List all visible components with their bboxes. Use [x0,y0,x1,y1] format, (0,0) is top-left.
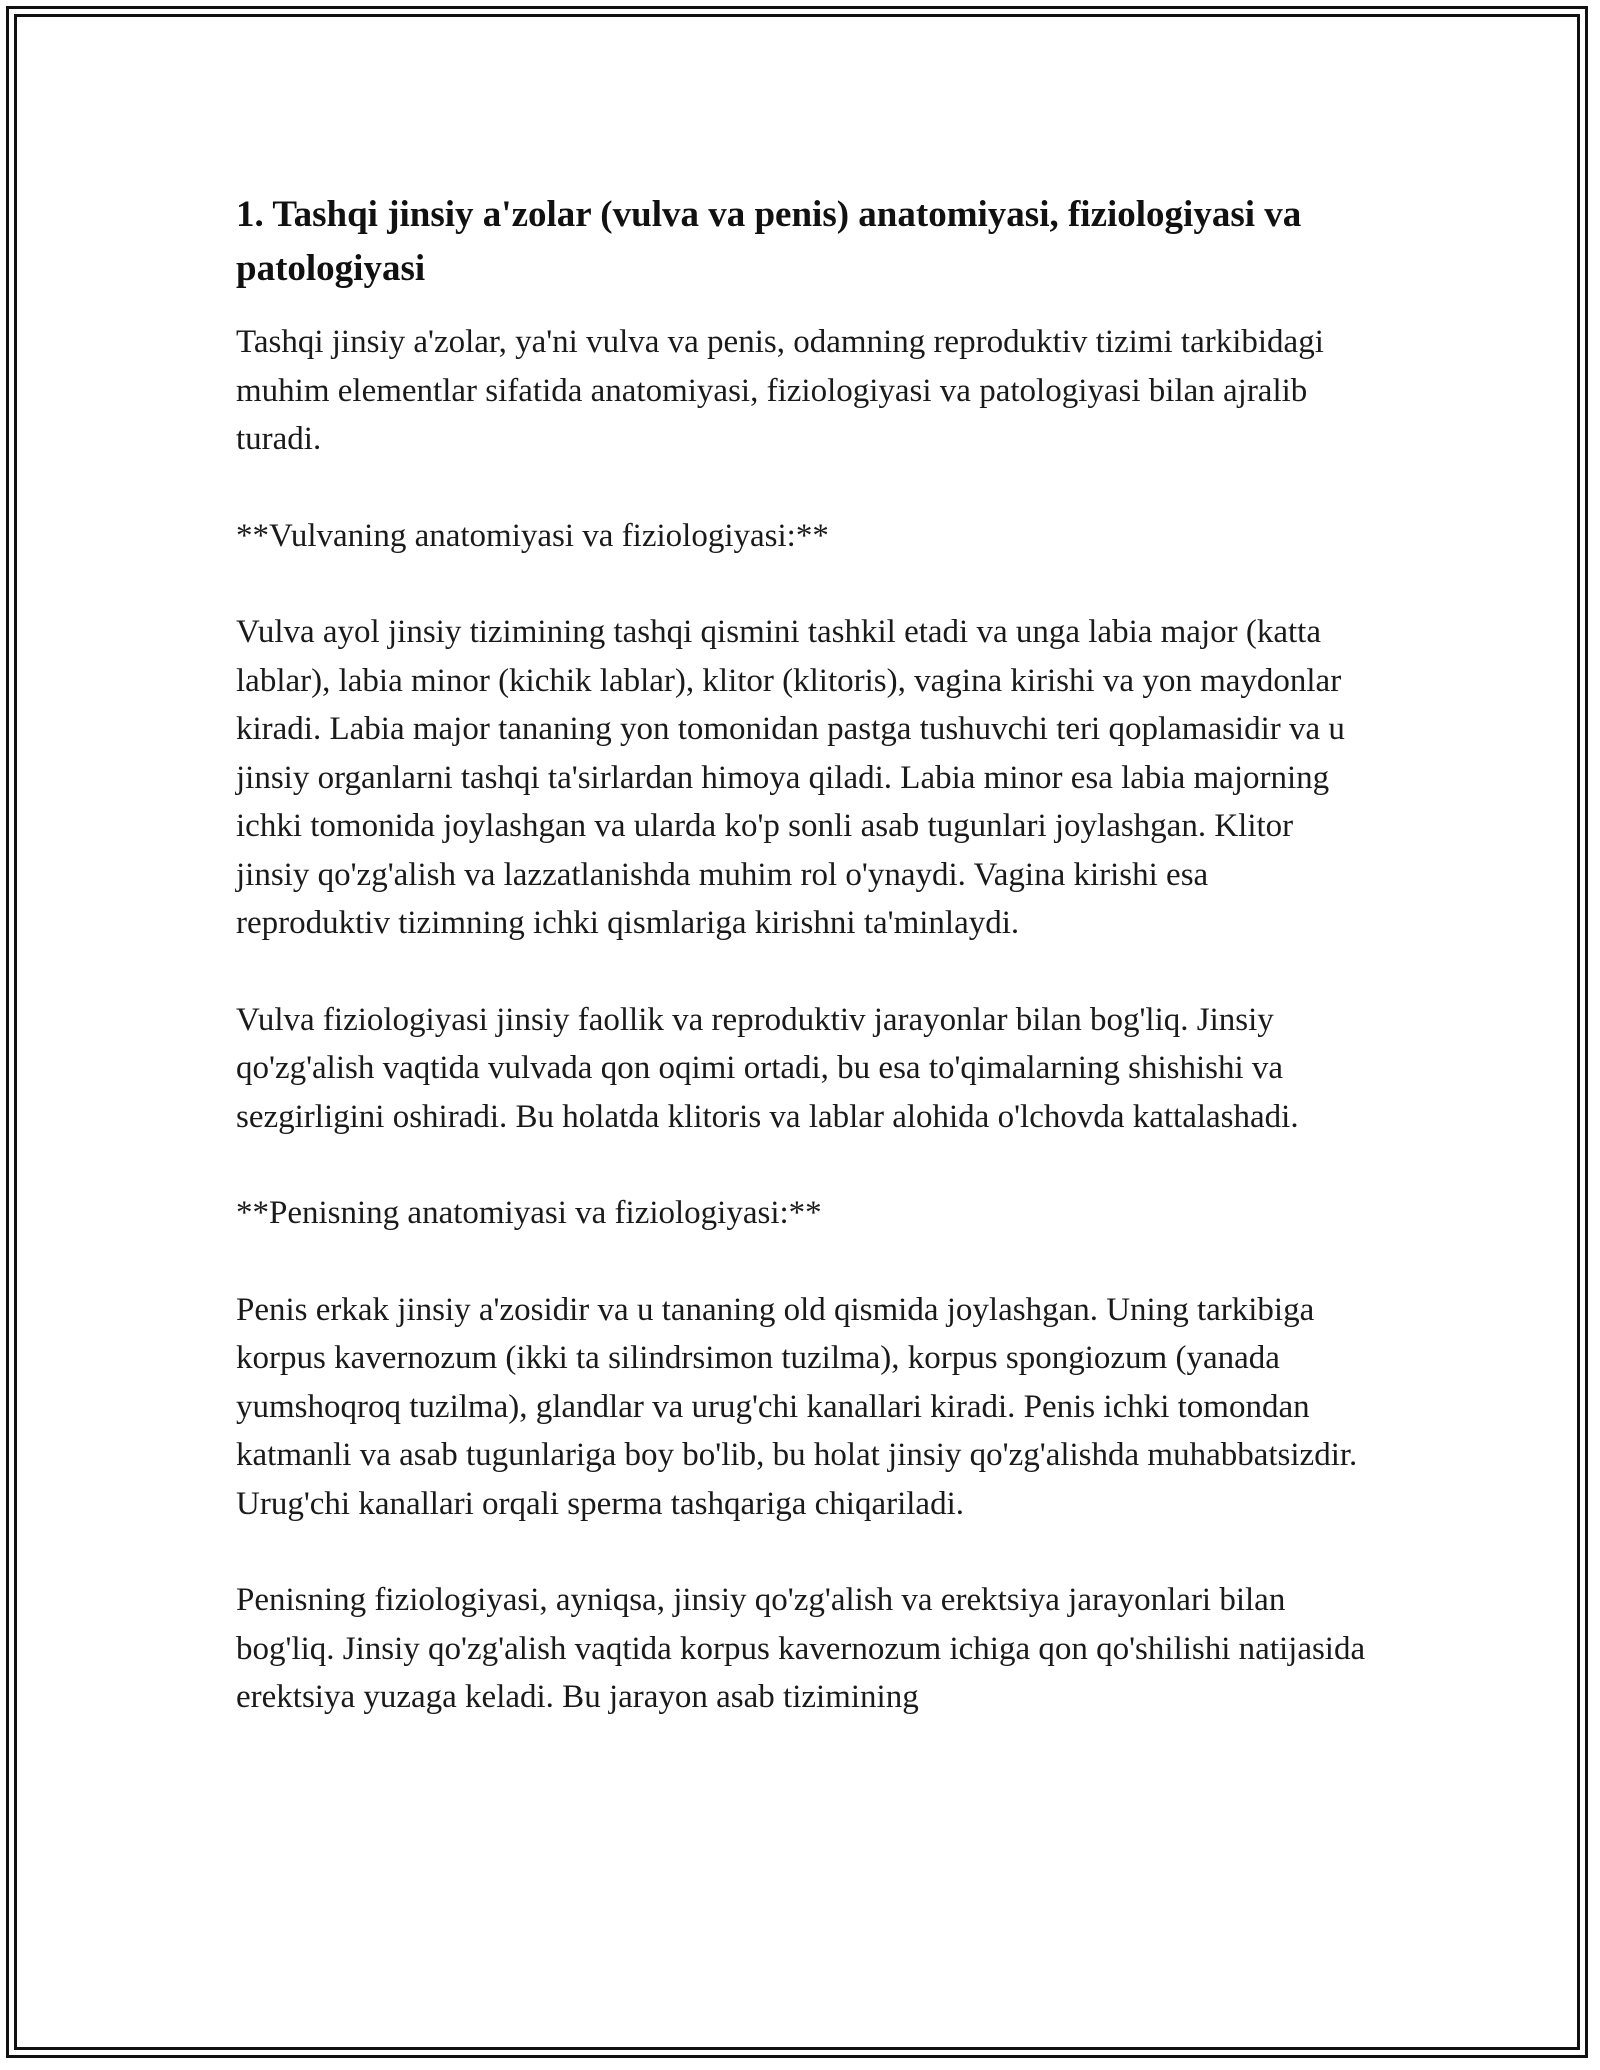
section-heading-penis: **Penisning anatomiyasi va fiziologiyasi:** [236,1195,822,1231]
paragraph-penis-anatomy: Penis erkak jinsiy a'zosidir va u tananing old qismida joylashgan. Uning tarkibiga korpus kavernozum (ikki ta silindrsimon tuzilma), korpus spongiozum (yanada yumshoqroq tuzilma), glandlar va urug'chi kanallari kiradi. Penis ichki tomondan katmanli va asab tugunlariga boy bo'lib, bu holat jinsiy qo'zg'alishda muhabbatsizdir. Urug'chi kanallari orqali sperma tashqariga chiqariladi. [236,1291,1358,1522]
document-title: 1. Tashqi jinsiy a'zolar (vulva va penis) anatomiyasi, fiziologiyasi va patologiyasi [236,194,1302,289]
paragraph-penis-physiology: Penisning fiziologiyasi, ayniqsa, jinsiy qo'zg'alish va erektsiya jarayonlari bilan bog'liq. Jinsiy qo'zg'alish vaqtida korpus kavernozum ichiga qon qo'shilishi natijasida erektsiya yuzaga keladi. Bu jarayon asab tizimining [236,1582,1366,1715]
document-body [236,188,1366,1770]
paragraph-intro: Tashqi jinsiy a'zolar, ya'ni vulva va penis, odamning reproduktiv tizimi tarkibidagi muhim elementlar sifatida anatomiyasi, fiziologiyasi va patologiyasi bilan ajralib turadi. [236,324,1324,457]
paragraph-vulva-anatomy: Vulva ayol jinsiy tizimining tashqi qismini tashkil etadi va unga labia major (katta lablar), labia minor (kichik lablar), klitor (klitoris), vagina kirishi va yon maydonlar kiradi. Labia major tananing yon tomonidan pastga tushuvchi teri qoplamasidir va u jinsiy organlarni tashqi ta'sirlardan himoya qiladi. Labia minor esa labia majorning ichki tomonida joylashgan va ularda ko'p sonli asab tugunlari joylashgan. Klitor jinsiy qo'zg'alish va lazzatlanishda muhim rol o'ynaydi. Vagina kirishi esa reproduktiv tizimning ichki qismlariga kirishni ta'minlaydi. [236,614,1345,941]
section-heading-vulva: **Vulvaning anatomiyasi va fiziologiyasi:** [236,517,829,554]
paragraph-vulva-physiology: Vulva fiziologiyasi jinsiy faollik va reproduktiv jarayonlar bilan bog'liq. Jinsiy qo'zg'alish vaqtida vulvada qon oqimi ortadi, bu esa to'qimalarning shishishi va sezgirligini oshiradi. Bu holatda klitoris va lablar alohida o'lchovda kattalashadi. [236,1001,1299,1135]
